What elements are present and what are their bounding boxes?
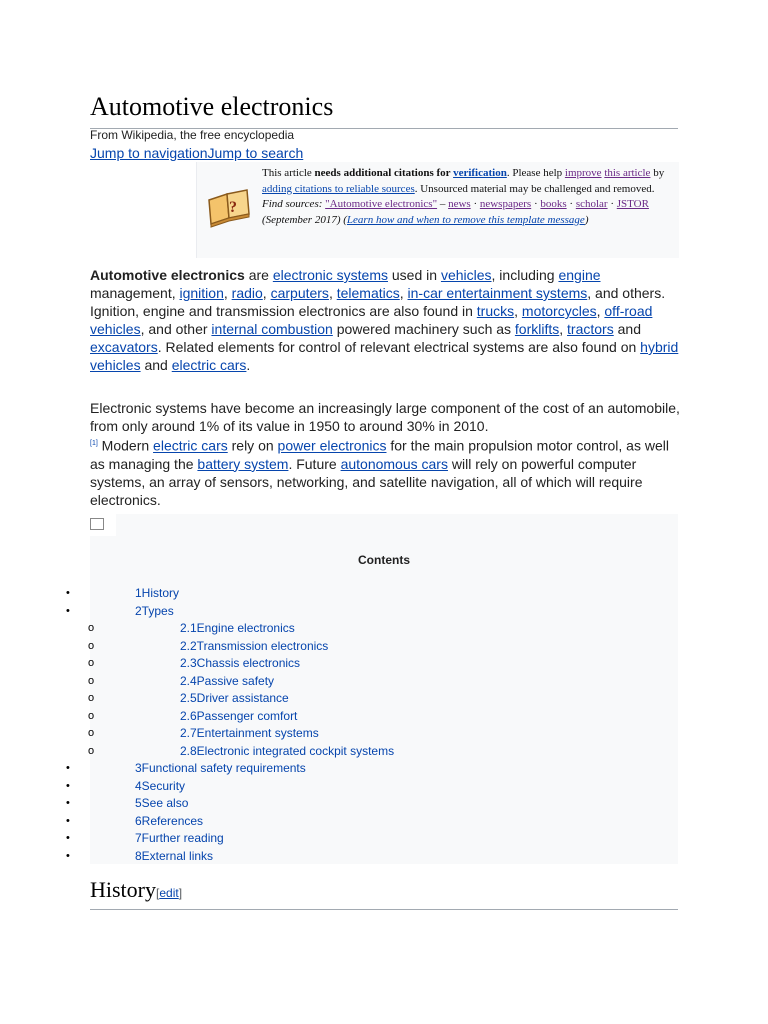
- history-heading: History[edit]: [90, 876, 678, 910]
- toc-bullet: o: [88, 709, 95, 722]
- toc-item[interactable]: 2.3Chassis electronics: [180, 656, 301, 670]
- link-electric-cars[interactable]: electric cars: [171, 357, 247, 373]
- jstor-link[interactable]: JSTOR: [616, 198, 649, 210]
- link-trucks[interactable]: trucks: [476, 303, 515, 319]
- book-icon: [205, 182, 253, 230]
- link-excavators[interactable]: excavators: [90, 339, 158, 355]
- page-title: Automotive electronics: [90, 90, 678, 129]
- link-hybrid-vehicles[interactable]: hybrid vehicles: [90, 339, 679, 373]
- toc-item[interactable]: 2.6Passenger comfort: [180, 708, 298, 723]
- link-vehicles[interactable]: vehicles: [440, 267, 492, 283]
- toc-item[interactable]: 2.5Driver assistance: [180, 691, 289, 705]
- jump-to-search-link[interactable]: Jump to search: [207, 145, 304, 161]
- toc-bullet: •: [66, 832, 70, 844]
- jump-to-navigation-link[interactable]: Jump to navigation: [90, 145, 208, 161]
- find-sources-query-link[interactable]: "Automotive electronics": [325, 198, 438, 210]
- toc-bullet: o: [88, 622, 95, 634]
- link-in-car-entertainment[interactable]: in-car entertainment systems: [407, 285, 588, 301]
- site-tagline: From Wikipedia, the free encyclopedia: [90, 128, 295, 142]
- toc-bullet: •: [66, 587, 70, 599]
- toc-item[interactable]: 2.7Entertainment systems: [180, 726, 319, 740]
- toc-item[interactable]: 5See also: [135, 796, 189, 810]
- adding-citations-link[interactable]: adding citations to reliable sources: [262, 182, 415, 195]
- learn-link[interactable]: Learn how and when to remove this template message: [346, 213, 585, 226]
- toc-item[interactable]: 1History: [135, 586, 180, 600]
- books-link[interactable]: books: [540, 198, 567, 210]
- toc-item[interactable]: 2.8Electronic integrated cockpit systems: [180, 743, 395, 758]
- link-engine[interactable]: engine: [558, 267, 601, 283]
- toc-item[interactable]: 3Functional safety requirements: [135, 761, 306, 775]
- svg-text:?: ?: [229, 199, 237, 216]
- news-link[interactable]: news: [448, 198, 471, 210]
- toc-bullet: o: [88, 639, 95, 652]
- cost-paragraph: Electronic systems have become an increasingly large component of the cost of an automobile, from only around 1% of its value in 1950 to around 30% in 2010. [1] Modern electric cars rely on power electronics for the main propulsion motor control, as well as managing the battery system. Future autonomous cars will rely on powerful computer systems, an array of sensors, networking, and satellite navigation, all of which will require electronics.: [90, 400, 680, 508]
- toc-item[interactable]: 2.4Passive safety: [180, 673, 275, 688]
- toc-bullet: o: [88, 674, 95, 687]
- link-electric-cars-2[interactable]: electric cars: [153, 437, 228, 454]
- toc-bullet: •: [66, 762, 70, 774]
- history-edit-link[interactable]: edit: [159, 886, 179, 900]
- history-edit-section: [edit]: [156, 886, 183, 900]
- link-ignition[interactable]: ignition: [179, 285, 224, 301]
- link-tractors[interactable]: tractors: [567, 321, 614, 337]
- toc-bullet: •: [66, 779, 70, 792]
- link-internal-combustion[interactable]: internal combustion: [211, 321, 333, 337]
- toc-bullet: o: [88, 744, 95, 757]
- toc-bullet: •: [66, 604, 70, 617]
- link-radio[interactable]: radio: [231, 285, 263, 301]
- toc-bullet: •: [66, 797, 70, 809]
- toc-bullet: o: [88, 727, 95, 739]
- link-battery-system[interactable]: battery system: [197, 455, 289, 472]
- jump-links: [90, 145, 303, 161]
- toc-title: Contents: [358, 553, 410, 567]
- link-carputers[interactable]: carputers: [270, 285, 329, 301]
- checkbox-icon[interactable]: [90, 518, 104, 530]
- toc-bullet: o: [88, 692, 95, 704]
- link-off-road-vehicles[interactable]: off-road vehicles: [90, 303, 653, 337]
- toc-bullet: •: [66, 849, 70, 862]
- link-power-electronics[interactable]: power electronics: [277, 437, 387, 454]
- improve-link[interactable]: improve: [564, 167, 602, 179]
- toc-item[interactable]: 2.1Engine electronics: [180, 621, 295, 635]
- link-forklifts[interactable]: forklifts: [514, 321, 560, 337]
- toc-item[interactable]: 4Security: [135, 778, 186, 793]
- scholar-link[interactable]: scholar: [575, 198, 608, 210]
- table-of-contents: [90, 514, 678, 864]
- citation-notice-text: This article needs additional citations for verification. Please help improve this article by adding citations to reliable sources. Unsourced material may be challenged and removed. Find sources: "Automotive electronics" – news · newspapers · books · scholar · JSTOR (September 2017) (Learn how and when to remove this template message): [262, 167, 665, 226]
- intro-paragraph: Automotive electronics are electronic systems used in vehicles, including engine management, ignition, radio, carputers, telematics, in-car entertainment systems, and others. Ignition, engine and transmission electronics are also found in trucks, motorcycles, off-road vehicles, and other internal combustion powered machinery such as forklifts, tractors and excavators. Related elements for control of relevant electrical systems are also found on hybrid vehicles and electric cars.: [90, 267, 679, 373]
- link-telematics[interactable]: telematics: [336, 285, 400, 301]
- link-motorcycles[interactable]: motorcycles: [521, 303, 597, 319]
- newspapers-link[interactable]: newspapers: [479, 198, 532, 210]
- toc-item[interactable]: 7Further reading: [135, 831, 224, 845]
- link-autonomous-cars[interactable]: autonomous cars: [340, 455, 448, 472]
- link-electronic-systems[interactable]: electronic systems: [272, 267, 388, 283]
- toc-bullet: •: [66, 814, 70, 827]
- toc-item[interactable]: 8External links: [135, 848, 214, 863]
- toc-item[interactable]: 2.2Transmission electronics: [180, 638, 329, 653]
- reference-1-link[interactable]: [1]: [90, 440, 98, 447]
- this-article-link[interactable]: this article: [604, 167, 651, 179]
- citation-notice-box: [196, 162, 679, 258]
- verification-link[interactable]: verification: [453, 167, 507, 179]
- toc-item[interactable]: 6References: [135, 813, 204, 828]
- toc-bullet: o: [88, 657, 95, 669]
- toc-item[interactable]: 2Types: [135, 603, 174, 618]
